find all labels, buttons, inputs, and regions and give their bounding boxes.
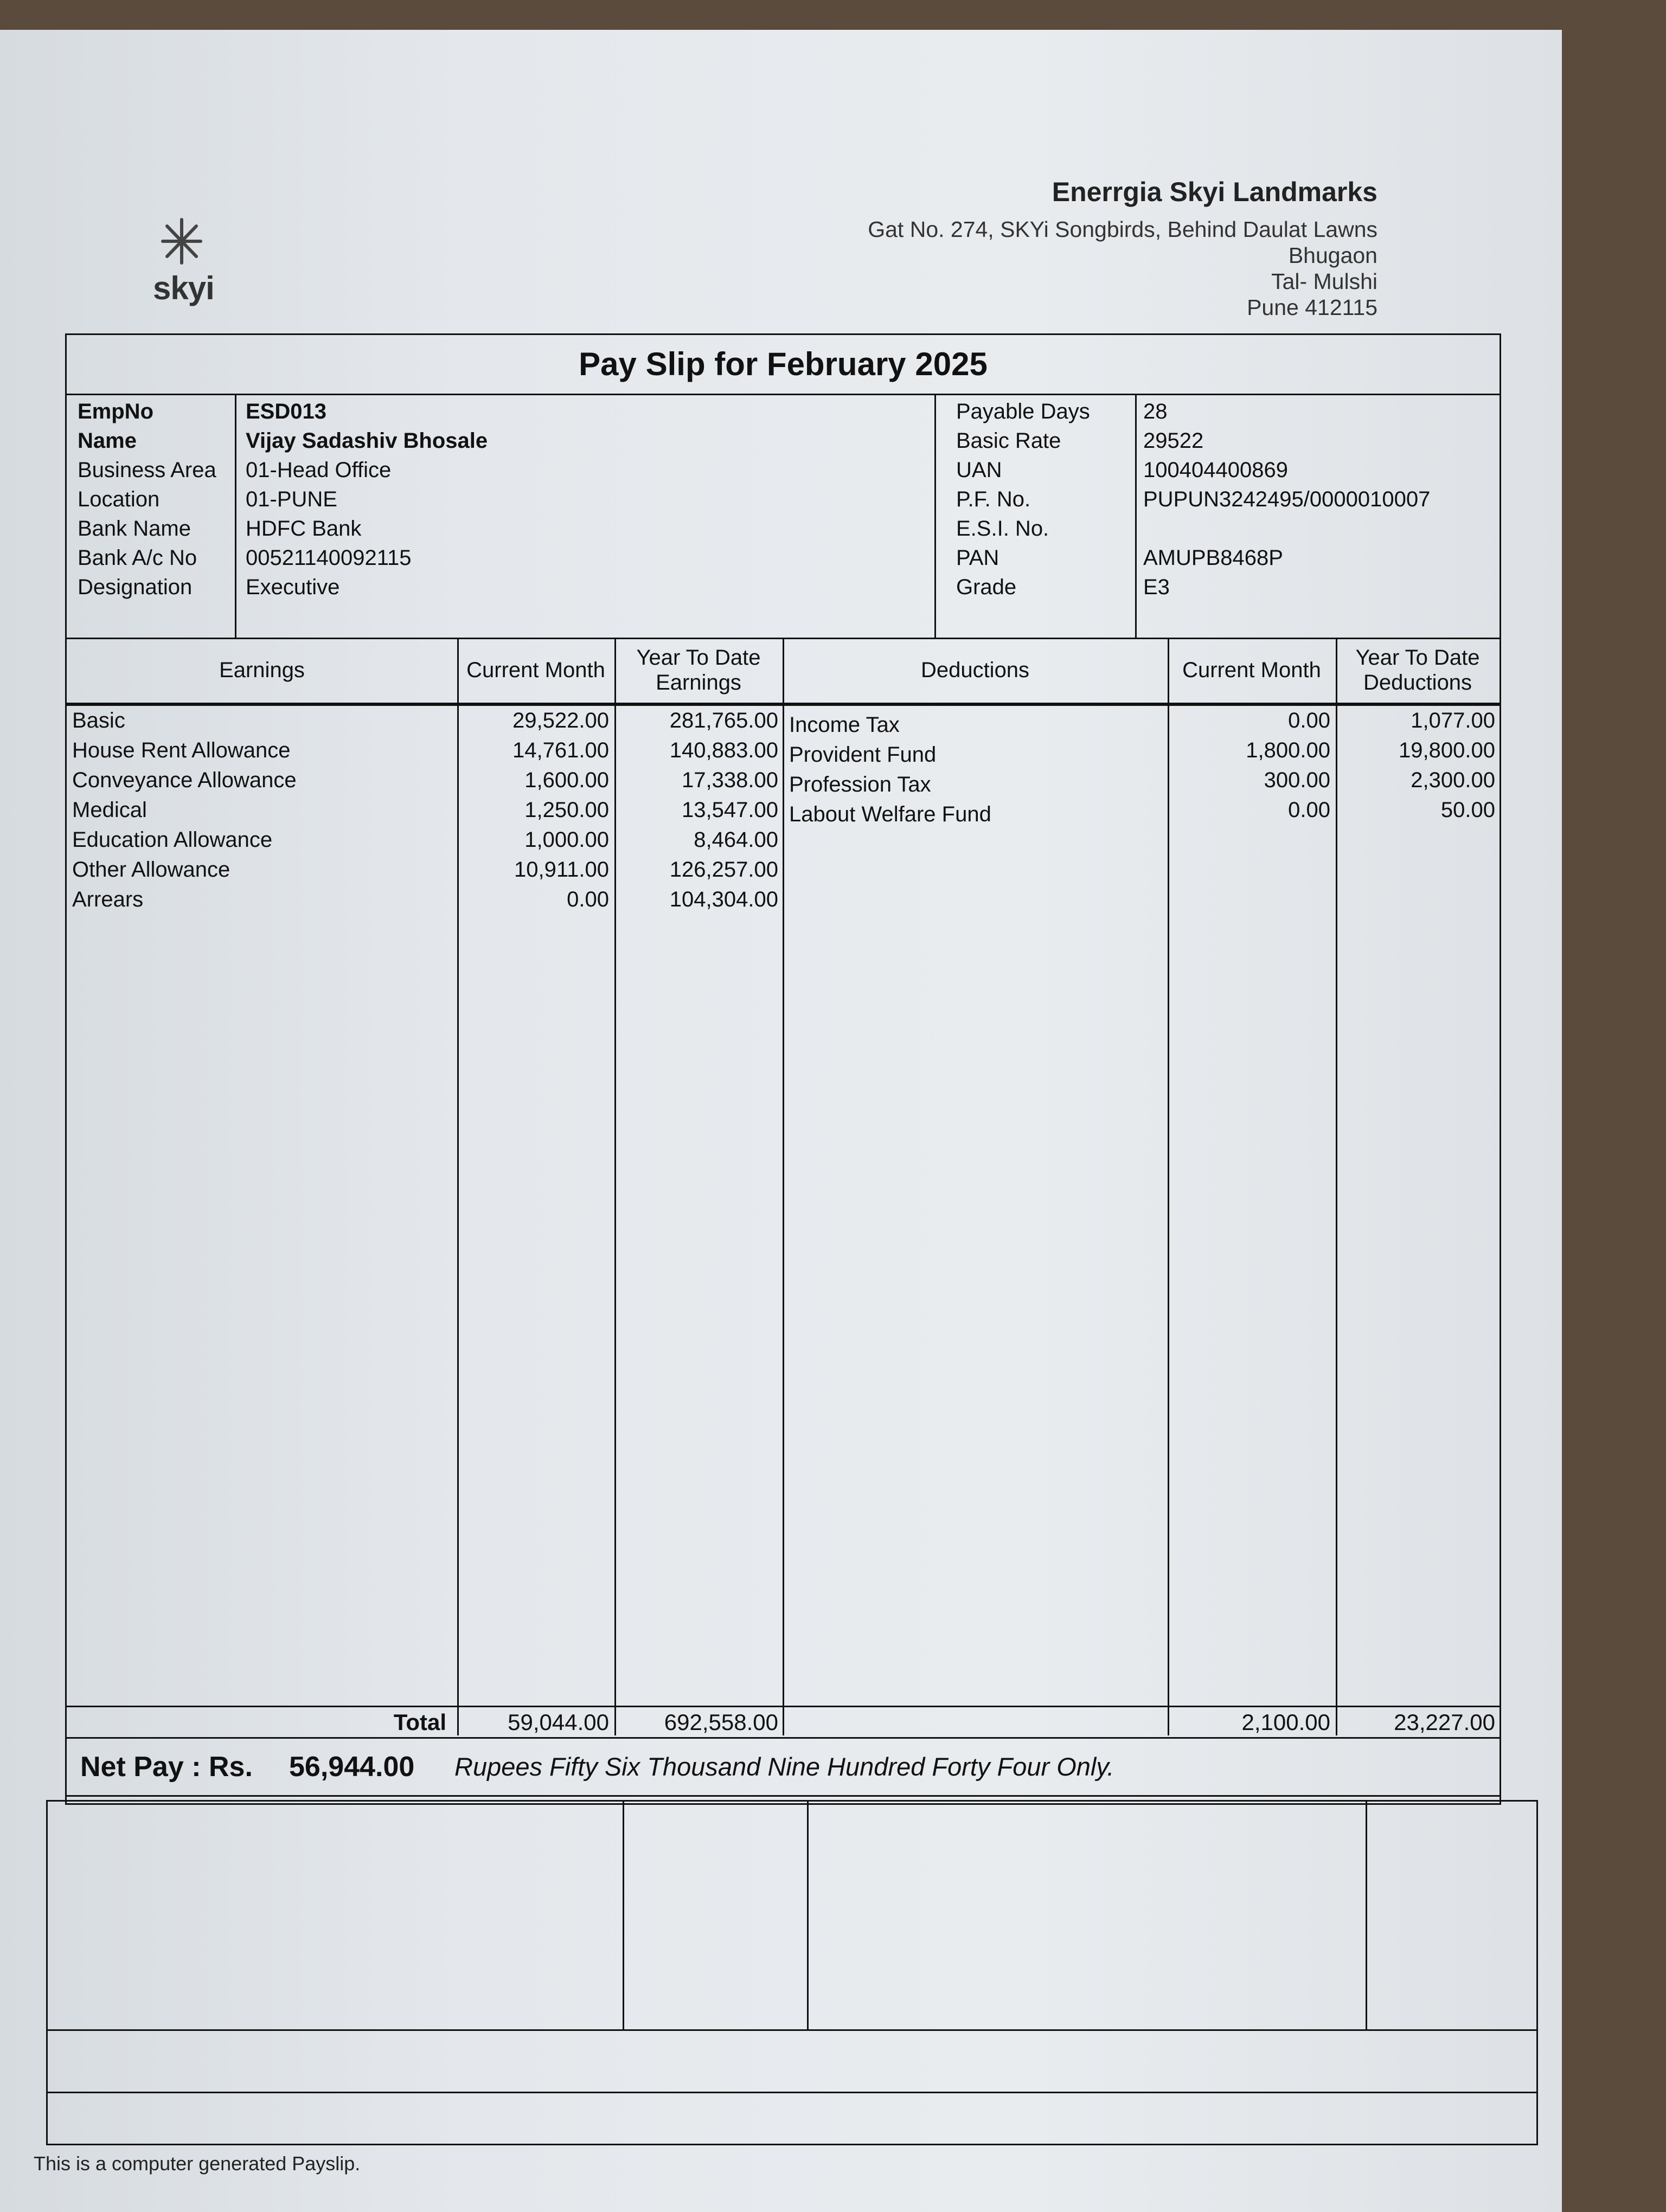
value-location: 01-PUNE	[246, 487, 337, 511]
value-business-area: 01-Head Office	[246, 458, 392, 482]
total-deductions-ytd: 23,227.00	[1394, 1709, 1495, 1735]
deductions-ytd-column	[1336, 706, 1495, 825]
deduction-name: Labout Welfare Fund	[789, 802, 991, 826]
label-business-area: Business Area	[78, 458, 216, 482]
earning-current: 1,600.00	[524, 768, 609, 792]
company-address-line2: Bhugaon	[1288, 243, 1377, 268]
value-name: Vijay Sadashiv Bhosale	[246, 429, 488, 453]
table-header	[67, 638, 1500, 706]
net-pay-row	[67, 1735, 1500, 1797]
deduction-current: 300.00	[1264, 768, 1330, 792]
label-designation: Designation	[78, 575, 193, 599]
company-logo	[146, 214, 222, 306]
earning-name: Education Allowance	[72, 828, 273, 852]
header-ytd-earnings-line1: Year To Date	[636, 646, 761, 670]
totals-row	[67, 1706, 1500, 1739]
header-current-month-deductions: Current Month	[1182, 658, 1321, 682]
net-pay-label: Net Pay : Rs.	[80, 1751, 253, 1783]
company-address-line1: Gat No. 274, SKYi Songbirds, Behind Daulat Lawns	[868, 217, 1377, 242]
label-bank-name: Bank Name	[78, 517, 191, 541]
label-bank-account: Bank A/c No	[78, 546, 197, 570]
deductions-names-column	[789, 710, 991, 829]
deduction-ytd: 19,800.00	[1399, 738, 1495, 762]
net-pay-amount: 56,944.00	[289, 1751, 415, 1783]
label-empno: EmpNo	[78, 400, 153, 423]
deduction-name: Profession Tax	[789, 773, 931, 796]
value-pan: AMUPB8468P	[1143, 546, 1283, 570]
payroll-labels	[956, 397, 1090, 602]
label-grade: Grade	[956, 575, 1017, 599]
earning-current: 29,522.00	[512, 709, 609, 732]
net-pay-words: Rupees Fifty Six Thousand Nine Hundred Forty Four Only.	[454, 1752, 1114, 1781]
header-current-month: Current Month	[466, 658, 605, 682]
label-esi-no: E.S.I. No.	[956, 517, 1049, 541]
earning-name: Other Allowance	[72, 858, 230, 882]
value-esi-no	[1143, 514, 1430, 543]
deduction-current: 0.00	[1288, 709, 1330, 732]
earning-ytd: 140,883.00	[669, 738, 778, 762]
header-ytd-earnings	[614, 638, 783, 703]
value-basic-rate: 29522	[1143, 429, 1204, 453]
value-pf-no: PUPUN3242495/0000010007	[1143, 487, 1431, 511]
payslip-title: Pay Slip for February 2025	[67, 335, 1500, 395]
label-pan: PAN	[956, 546, 999, 570]
earning-name: Basic	[72, 709, 125, 732]
earning-ytd: 281,765.00	[669, 709, 778, 732]
blank-row-1	[46, 2028, 1538, 2093]
earning-current: 10,911.00	[514, 858, 609, 882]
deduction-ytd: 2,300.00	[1411, 768, 1495, 792]
label-pf-no: P.F. No.	[956, 487, 1031, 511]
signature-boxes	[46, 1800, 1538, 2031]
value-uan: 100404400869	[1143, 458, 1288, 482]
employee-values	[246, 397, 488, 602]
payroll-values	[1143, 397, 1430, 602]
deduction-name: Income Tax	[789, 713, 900, 737]
header-ytd-earnings-line2: Earnings	[656, 671, 741, 695]
total-deductions-current: 2,100.00	[1241, 1709, 1330, 1735]
value-designation: Executive	[246, 575, 340, 599]
company-address-line4: Pune 412115	[1247, 295, 1377, 320]
value-empno: ESD013	[246, 400, 326, 423]
earning-ytd: 104,304.00	[669, 888, 778, 911]
earning-name: Conveyance Allowance	[72, 768, 297, 792]
total-earnings-current: 59,044.00	[508, 1709, 609, 1735]
employee-labels	[78, 397, 216, 602]
earning-current: 1,000.00	[524, 828, 609, 852]
earnings-current-column	[457, 706, 609, 915]
header-ytd-deductions	[1336, 638, 1500, 703]
earnings-ytd-column	[614, 706, 778, 915]
earning-ytd: 13,547.00	[682, 798, 778, 822]
earning-ytd: 17,338.00	[682, 768, 778, 792]
earning-current: 0.00	[567, 888, 609, 911]
label-uan: UAN	[956, 458, 1002, 482]
company-address-line3: Tal- Mulshi	[1271, 269, 1377, 294]
label-location: Location	[78, 487, 160, 511]
deduction-ytd: 1,077.00	[1411, 709, 1495, 732]
total-earnings-ytd: 692,558.00	[664, 1709, 778, 1735]
label-payable-days: Payable Days	[956, 400, 1090, 423]
earnings-names-column	[72, 706, 297, 915]
footer-note: This is a computer generated Payslip.	[34, 2152, 361, 2175]
value-bank-name: HDFC Bank	[246, 517, 362, 541]
deduction-ytd: 50.00	[1440, 798, 1495, 822]
header-ytd-deductions-line1: Year To Date	[1355, 646, 1480, 670]
earning-name: Medical	[72, 798, 147, 822]
earning-name: House Rent Allowance	[72, 738, 291, 762]
earning-ytd: 8,464.00	[694, 828, 778, 852]
earning-ytd: 126,257.00	[669, 858, 778, 882]
deduction-name: Provident Fund	[789, 743, 937, 767]
deduction-current: 0.00	[1288, 798, 1330, 822]
company-name: Enerrgia Skyi Landmarks	[1052, 177, 1377, 207]
total-label: Total	[393, 1709, 446, 1735]
label-basic-rate: Basic Rate	[956, 429, 1061, 453]
value-bank-account: 00521140092115	[246, 546, 412, 570]
value-payable-days: 28	[1143, 400, 1168, 423]
payslip-page	[0, 30, 1562, 2212]
earning-name: Arrears	[72, 888, 144, 911]
company-header	[868, 176, 1377, 320]
payslip-table	[65, 333, 1501, 1805]
logo-text: skyi	[153, 270, 214, 306]
deduction-current: 1,800.00	[1246, 738, 1330, 762]
label-name: Name	[78, 429, 137, 453]
earning-current: 1,250.00	[524, 798, 609, 822]
table-body	[67, 706, 1500, 1709]
value-grade: E3	[1143, 575, 1170, 599]
skyi-star-icon	[157, 214, 206, 268]
header-earnings: Earnings	[219, 658, 305, 682]
blank-row-2	[46, 2092, 1538, 2145]
header-ytd-deductions-line2: Deductions	[1363, 671, 1472, 695]
deductions-current-column	[1168, 706, 1330, 825]
earning-current: 14,761.00	[512, 738, 609, 762]
employee-info	[67, 394, 1500, 639]
header-deductions: Deductions	[920, 658, 1030, 682]
